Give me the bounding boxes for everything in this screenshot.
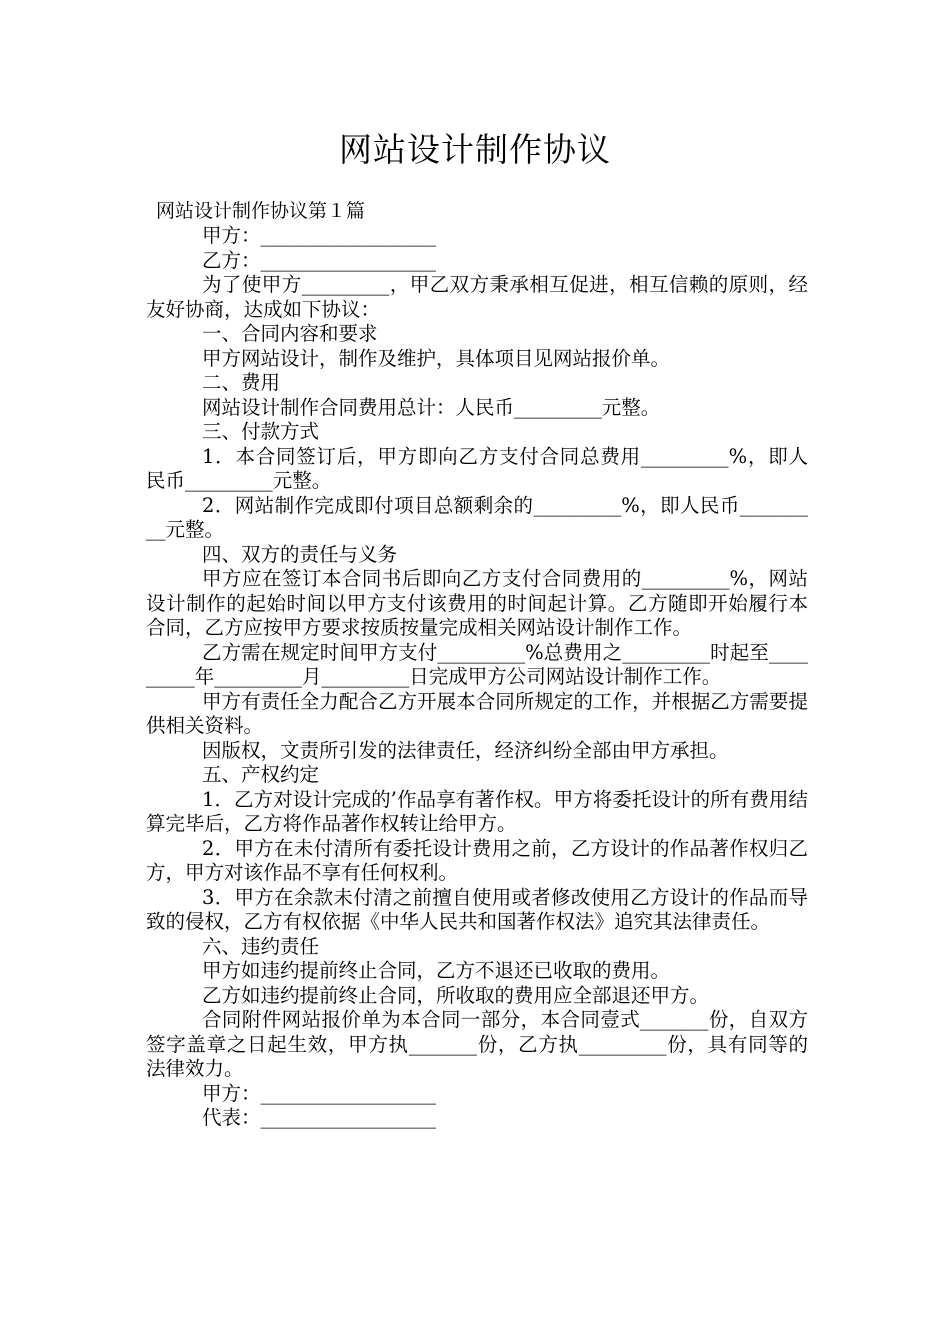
section-heading-content: 一、合同内容和要求 (202, 322, 378, 345)
party-b-line: 乙方：__________________ (202, 248, 437, 272)
content-paragraph: 甲方网站设计，制作及维护，具体项目见网站报价单。 (202, 346, 671, 370)
document-title: 网站设计制作协议 (339, 130, 611, 169)
section-heading-fee: 二、费用 (202, 371, 281, 394)
party-a-line: 甲方：__________________ (202, 224, 437, 247)
attachment-paragraph: 合同附件网站报价单为本合同一部分，本合同壹式_______份，自双方签字盖章之日起生效，甲方执_______份，乙方执_________份，具有同等的法律效力。 (146, 1008, 808, 1080)
section-heading-payment: 三、付款方式 (202, 420, 320, 443)
signature-representative-line: 代表：__________________ (202, 1106, 437, 1129)
duties-paragraph-3: 甲方有责任全力配合乙方开展本合同所规定的工作，并根据乙方需要提供相关资料。 (146, 689, 808, 737)
preamble-paragraph: 为了使甲方_________，甲乙双方秉承相互促进，相互信赖的原则，经友好协商，达成如下协议： (146, 273, 808, 321)
duties-paragraph-2: 乙方需在规定时间甲方支付_________%总费用之_________时起至_________年_________月_________日完成甲方公司网站设计制作工作。 (146, 640, 808, 688)
breach-paragraph-2: 乙方如违约提前终止合同，所收取的费用应全部退还甲方。 (202, 983, 710, 1007)
document-subtitle: 网站设计制作协议第１篇 (156, 200, 366, 222)
section-heading-breach: 六、违约责任 (202, 934, 320, 958)
section-heading-ip: 五、产权约定 (202, 763, 320, 786)
ip-clause-2: 2．甲方在未付清所有委托设计费用之前，乙方设计的作品著作权归乙方，甲方对该作品不享有任何权利。 (146, 836, 808, 884)
payment-clause-1: 1．本合同签订后，甲方即向乙方支付合同总费用_________%，即人民币_________元整。 (146, 444, 808, 492)
section-heading-duties: 四、双方的责任与义务 (202, 542, 398, 566)
ip-clause-3: 3．甲方在余款未付清之前擅自使用或者修改使用乙方设计的作品而导致的侵权，乙方有权依据《中华人民共和国著作权法》追究其法律责任。 (146, 885, 808, 933)
document-body (146, 224, 808, 1131)
duties-paragraph-1: 甲方应在签订本合同书后即向乙方支付合同费用的_________%，网站设计制作的起始时间以甲方支付该费用的时间起计算。乙方随即开始履行本合同，乙方应按甲方要求按质按量完成相关网站设计制作工作。 (146, 567, 808, 639)
payment-clause-2: 2．网站制作完成即付项目总额剩余的_________%，即人民币_________元整。 (146, 493, 808, 541)
signature-party-a-line: 甲方：__________________ (202, 1081, 437, 1105)
breach-paragraph-1: 甲方如违约提前终止合同，乙方不退还已收取的费用。 (202, 959, 671, 982)
duties-paragraph-4: 因版权，文责所引发的法律责任，经济纠纷全部由甲方承担。 (202, 738, 729, 762)
fee-paragraph: 网站设计制作合同费用总计：人民币_________元整。 (202, 395, 661, 419)
ip-clause-1: 1．乙方对设计完成的’作品享有著作权。甲方将委托设计的所有费用结算完毕后，乙方将作品著作权转让给甲方。 (146, 787, 808, 835)
